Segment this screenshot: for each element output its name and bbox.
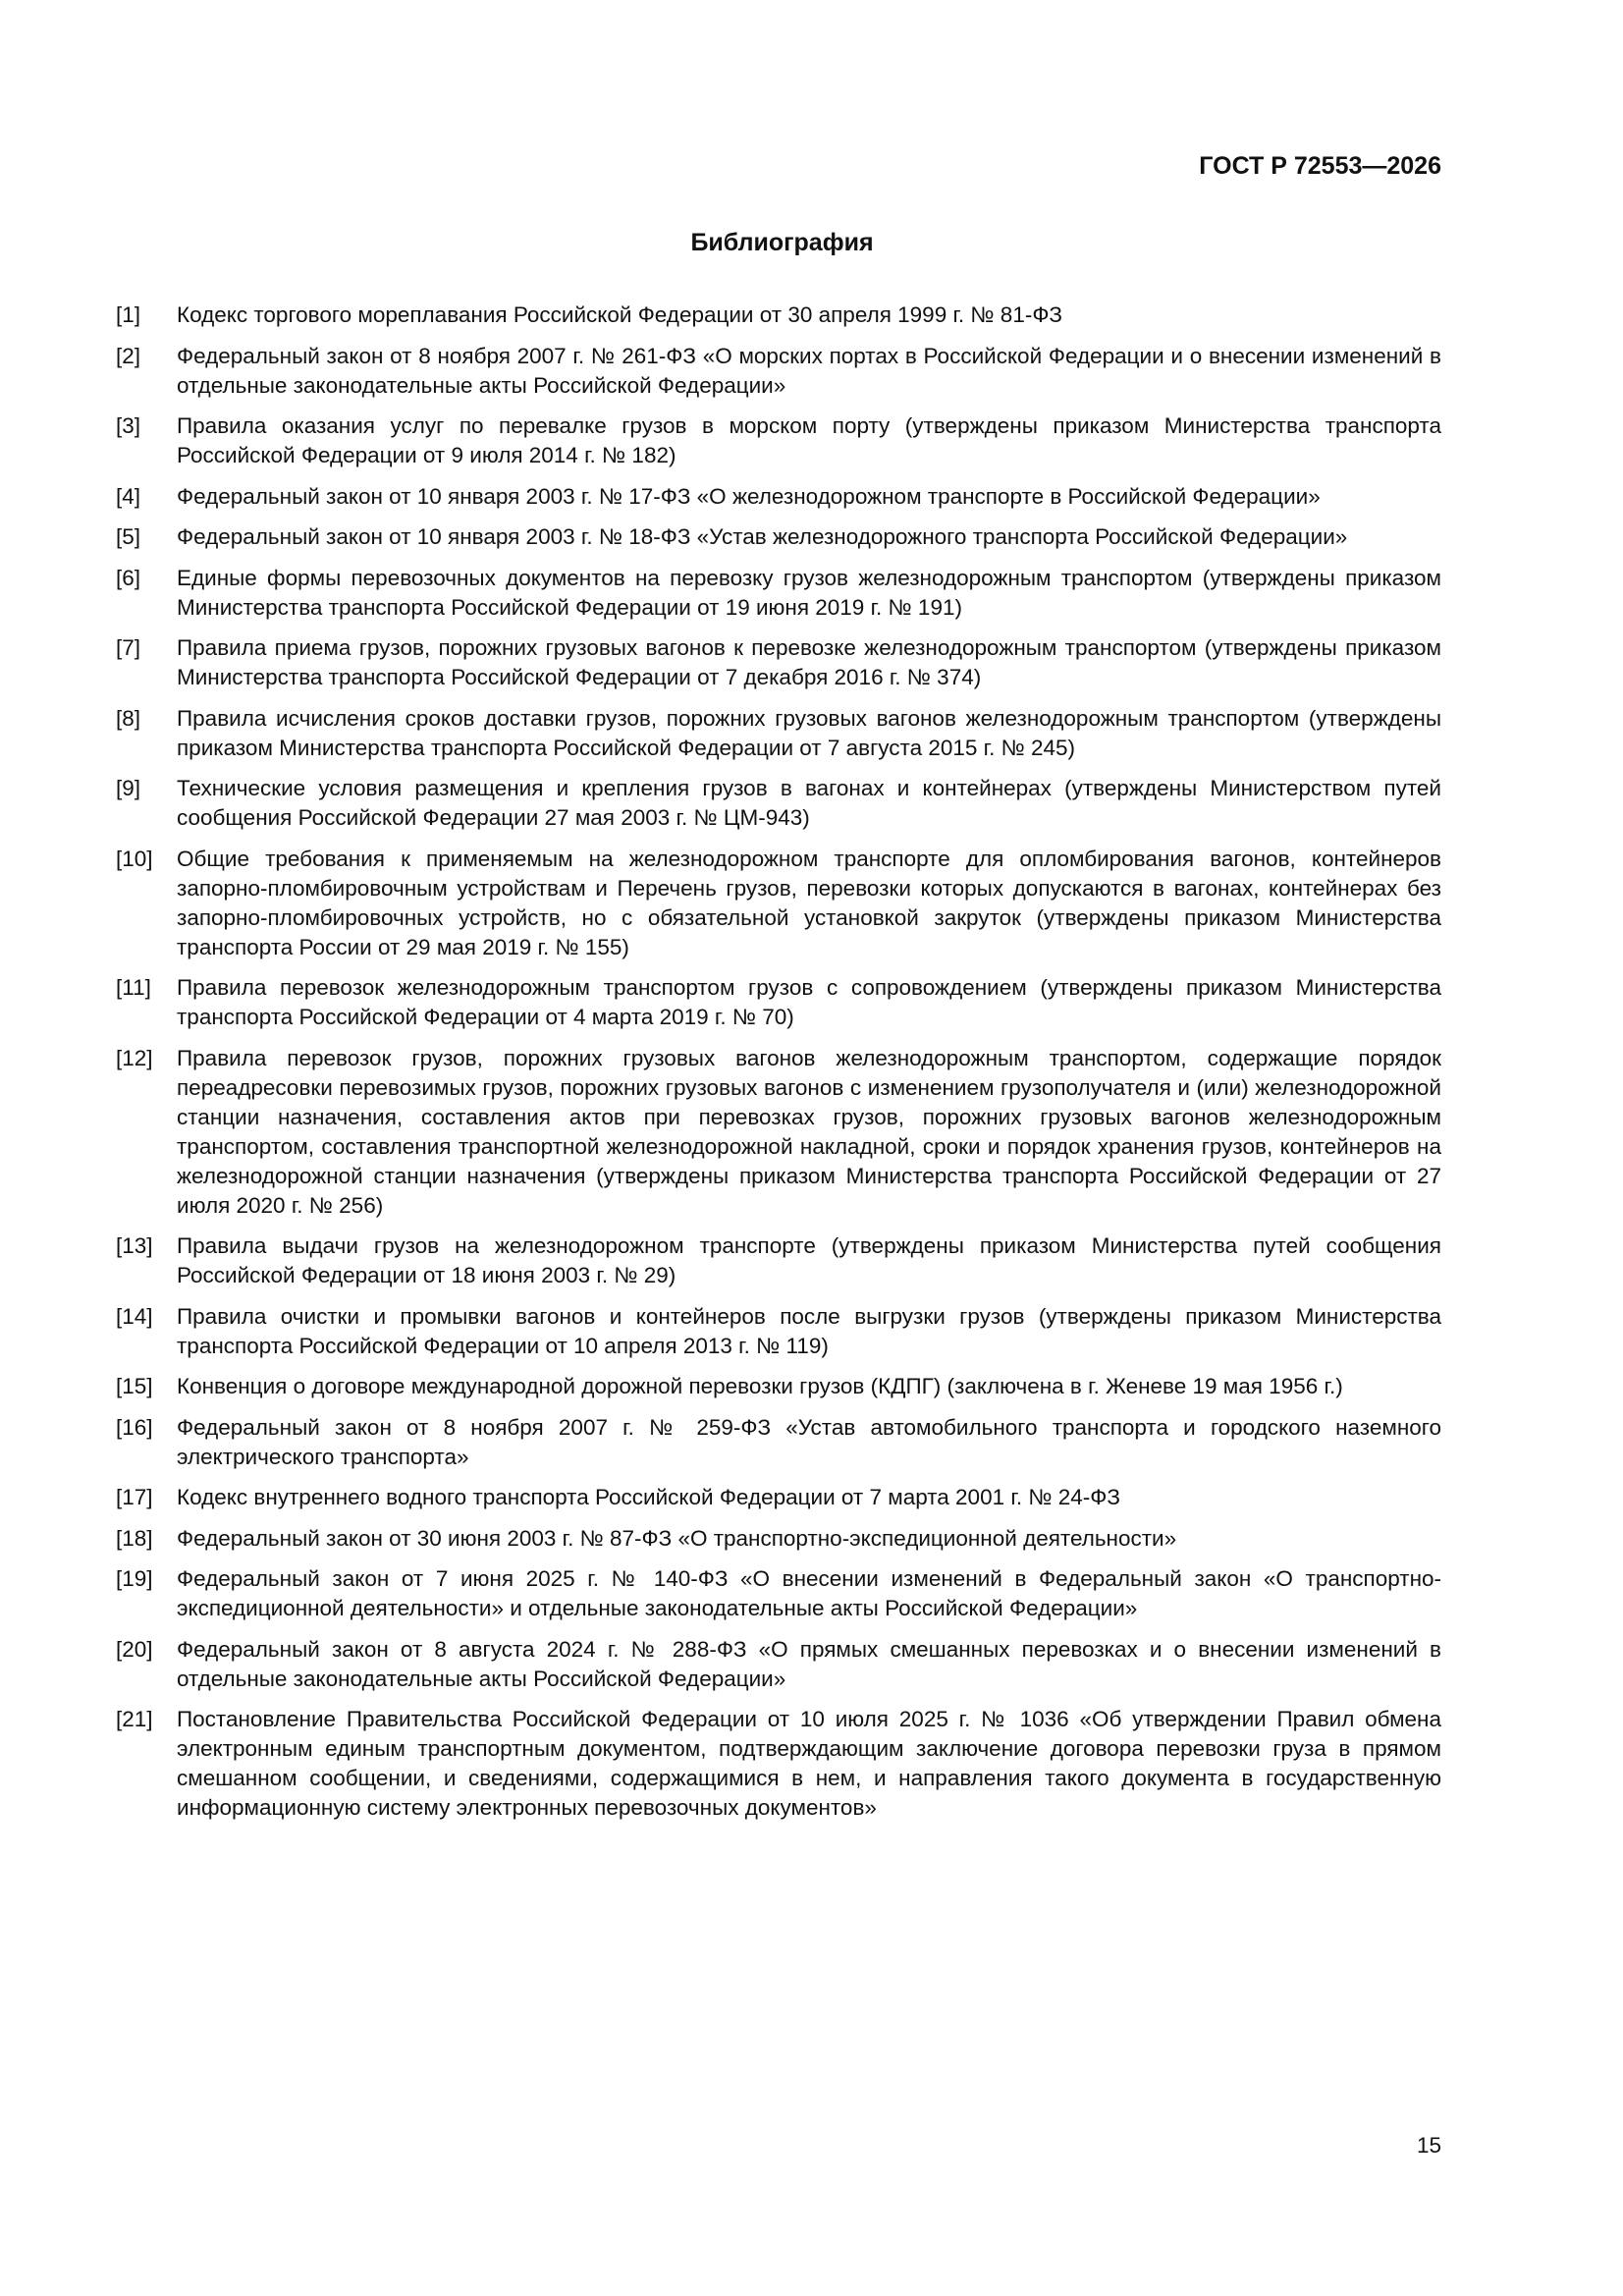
reference-item xyxy=(116,482,1441,512)
reference-item xyxy=(116,522,1441,552)
reference-number: [17] xyxy=(116,1485,153,1509)
reference-item xyxy=(116,1524,1441,1554)
reference-item xyxy=(116,1372,1441,1401)
reference-item xyxy=(116,1302,1441,1361)
reference-number: [16] xyxy=(116,1414,153,1440)
reference-number: [19] xyxy=(116,1566,153,1591)
reference-number: [7] xyxy=(116,635,141,660)
reference-number: [15] xyxy=(116,1374,153,1398)
reference-number: [1] xyxy=(116,302,141,327)
reference-text: Правила исчисления сроков доставки грузов, порожних грузовых вагонов железнодорожным транспортом (утверждены приказом Министерства транспорта Российской Федерации от 7 августа 2015 г. № 245) xyxy=(177,705,1441,760)
reference-text: Федеральный закон от 10 января 2003 г. № 18-ФЗ «Устав железнодорожного транспорта Российской Федерации» xyxy=(177,524,1348,549)
reference-text: Правила очистки и промывки вагонов и контейнеров после выгрузки грузов (утверждены приказом Министерства транспорта Российской Федерации от 10 апреля 2013 г. № 119) xyxy=(177,1303,1441,1358)
reference-item xyxy=(116,1705,1441,1823)
reference-item xyxy=(116,1635,1441,1694)
reference-item xyxy=(116,1564,1441,1623)
reference-text: Кодекс внутреннего водного транспорта Российской Федерации от 7 марта 2001 г. № 24-ФЗ xyxy=(177,1485,1120,1509)
document-code: ГОСТ Р 72553—2026 xyxy=(1199,152,1441,180)
reference-text: Технические условия размещения и крепления грузов в вагонах и контейнерах (утверждены Министерством путей сообщения Российской Федерации 27 мая 2003 г. № ЦМ-943) xyxy=(177,776,1441,830)
reference-text: Общие требования к применяемым на железнодорожном транспорте для опломбирования вагонов, контейнеров запорно-пломбировочным устройствам и Перечень грузов, перевозки которых допускаются в вагонах, контейнерах без запорно-пломбировочных устройств, но с обязательной установкой закруток (утверждены приказом Министерства транспорта России от 29 мая 2019 г. № 155) xyxy=(177,846,1441,959)
reference-number: [21] xyxy=(116,1707,153,1731)
reference-text: Федеральный закон от 8 ноября 2007 г. № 261-ФЗ «О морских портах в Российской Федерации и о внесении изменений в отдельные законодательные акты Российской Федерации» xyxy=(177,343,1441,398)
reference-number: [3] xyxy=(116,413,141,438)
reference-item xyxy=(116,411,1441,470)
reference-number: [10] xyxy=(116,846,153,871)
bibliography-list xyxy=(116,301,1441,1834)
reference-number: [18] xyxy=(116,1525,153,1551)
reference-text: Федеральный закон от 8 августа 2024 г. № 288-ФЗ «О прямых смешанных перевозках и о внесении изменений в отдельные законодательные акты Российской Федерации» xyxy=(177,1636,1441,1691)
reference-text: Постановление Правительства Российской Федерации от 10 июля 2025 г. № 1036 «Об утверждении Правил обмена электронным единым транспортным документом, подтверждающим заключение договора перевозки груза в прямом смешанном сообщении, и сведениями, содержащимися в нем, и направления такого документа в государственную информационную систему электронных перевозочных документов» xyxy=(177,1707,1441,1820)
reference-item xyxy=(116,1231,1441,1290)
section-title: Библиография xyxy=(690,229,874,256)
reference-item xyxy=(116,1413,1441,1472)
reference-item xyxy=(116,845,1441,962)
reference-number: [4] xyxy=(116,483,141,509)
reference-item xyxy=(116,774,1441,833)
reference-text: Федеральный закон от 10 января 2003 г. № 17-ФЗ «О железнодорожном транспорте в Российской Федерации» xyxy=(177,483,1321,509)
reference-number: [13] xyxy=(116,1233,153,1258)
reference-item xyxy=(116,633,1441,692)
reference-item xyxy=(116,1483,1441,1512)
reference-text: Федеральный закон от 30 июня 2003 г. № 87-ФЗ «О транспортно-экспедиционной деятельности» xyxy=(177,1525,1177,1551)
reference-number: [12] xyxy=(116,1045,153,1070)
reference-number: [20] xyxy=(116,1636,153,1662)
reference-item xyxy=(116,973,1441,1032)
reference-item xyxy=(116,564,1441,623)
reference-text: Федеральный закон от 7 июня 2025 г. № 140-ФЗ «О внесении изменений в Федеральный закон «О транспортно-экспедиционной деятельности» и отдельные законодательные акты Российской Федерации» xyxy=(177,1566,1441,1620)
reference-text: Правила перевозок железнодорожным транспортом грузов с сопровождением (утверждены приказом Министерства транспорта Российской Федерации от 4 марта 2019 г. № 70) xyxy=(177,975,1441,1029)
reference-text: Федеральный закон от 8 ноября 2007 г. № 259-ФЗ «Устав автомобильного транспорта и городского наземного электрического транспорта» xyxy=(177,1414,1441,1469)
reference-item xyxy=(116,342,1441,401)
reference-text: Конвенция о договоре международной дорожной перевозки грузов (КДПГ) (заключена в г. Женеве 19 мая 1956 г.) xyxy=(177,1374,1343,1398)
reference-item xyxy=(116,301,1441,330)
page-number: 15 xyxy=(1416,2133,1441,2158)
reference-text: Кодекс торгового мореплавания Российской Федерации от 30 апреля 1999 г. № 81-ФЗ xyxy=(177,302,1063,327)
reference-number: [11] xyxy=(116,975,151,1000)
reference-number: [9] xyxy=(116,776,141,800)
reference-number: [5] xyxy=(116,524,141,549)
reference-text: Правила перевозок грузов, порожних грузовых вагонов железнодорожным транспортом, содержащие порядок переадресовки перевозимых грузов, порожних грузовых вагонов с изменением грузополучателя и (или) железнодорожной станции назначения, составления актов при перевозках грузов, порожних грузовых вагонов железнодорожным транспортом, составления транспортной железнодорожной накладной, сроки и порядок хранения грузов, контейнеров на железнодорожной станции назначения (утверждены приказом Министерства транспорта Российской Федерации от 27 июля 2020 г. № 256) xyxy=(177,1045,1441,1218)
reference-item xyxy=(116,704,1441,763)
reference-item xyxy=(116,1044,1441,1221)
reference-text: Правила оказания услуг по перевалке грузов в морском порту (утверждены приказом Министерства транспорта Российской Федерации от 9 июля 2014 г. № 182) xyxy=(177,413,1441,467)
reference-text: Правила приема грузов, порожних грузовых вагонов к перевозке железнодорожным транспортом (утверждены приказом Министерства транспорта Российской Федерации от 7 декабря 2016 г. № 374) xyxy=(177,635,1441,689)
reference-number: [8] xyxy=(116,705,141,731)
reference-number: [14] xyxy=(116,1303,153,1329)
reference-number: [2] xyxy=(116,343,141,368)
reference-text: Правила выдачи грузов на железнодорожном транспорте (утверждены приказом Министерства путей сообщения Российской Федерации от 18 июня 2003 г. № 29) xyxy=(177,1233,1441,1287)
reference-number: [6] xyxy=(116,565,141,590)
reference-text: Единые формы перевозочных документов на перевозку грузов железнодорожным транспортом (утверждены приказом Министерства транспорта Российской Федерации от 19 июня 2019 г. № 191) xyxy=(177,565,1441,620)
